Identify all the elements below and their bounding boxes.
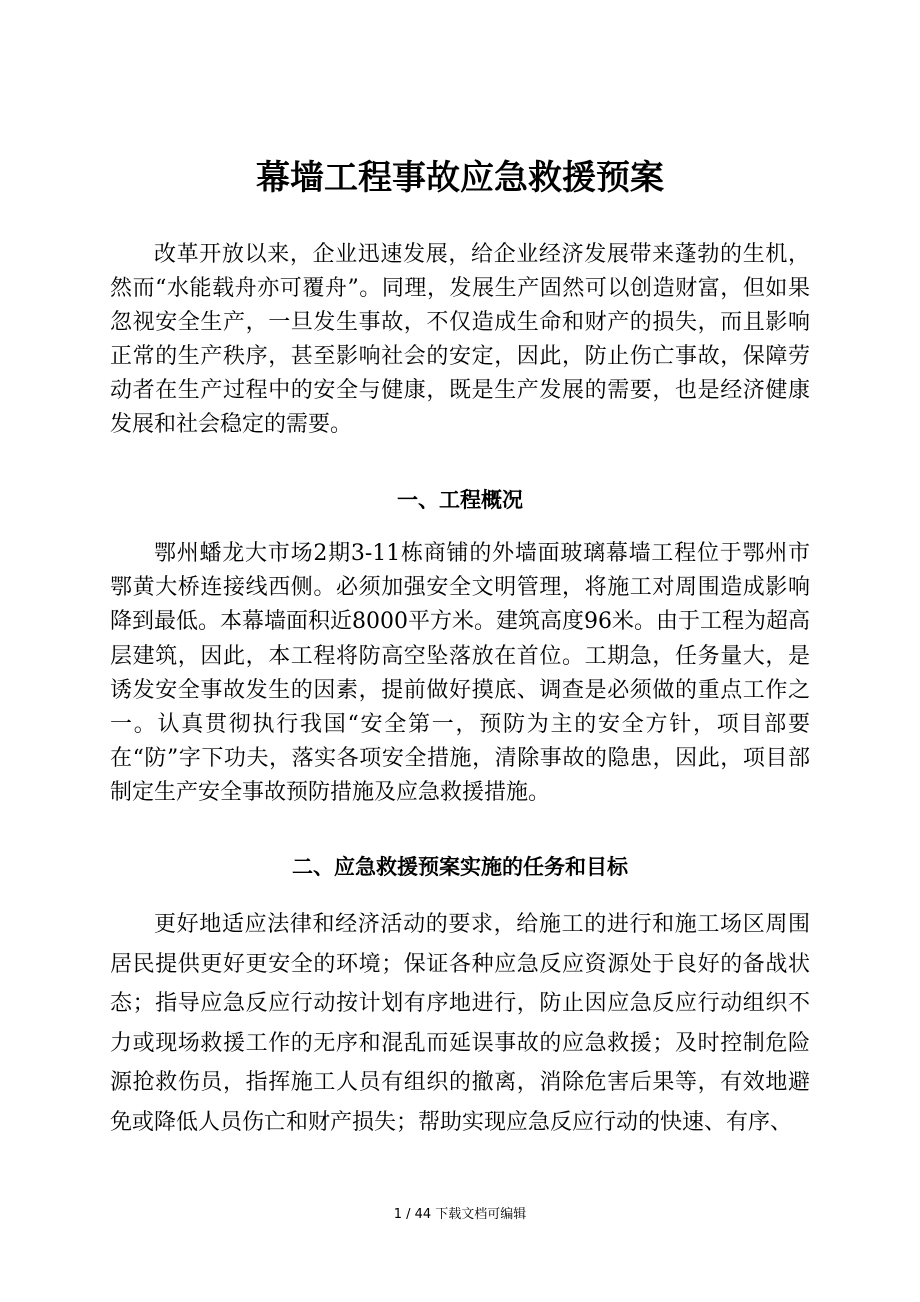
section-heading-tasks-goals: 二、应急救援预案实施的任务和目标: [292, 855, 628, 879]
section-body-overview: 鄂州蟠龙大市场2期3-11栋商铺的外墙面玻璃幕墙工程位于鄂州市鄂黄大桥连接线西侧。必须加强安全文明管理，将施工对周围造成影响降到最低。本幕墙面积近8000平方米。建筑高度96米。由于工程为超高层建筑，因此，本工程将防高空坠落放在首位。工期急，任务量大，是诱发安全事故发生的因素，提前做好摸底、调查是必须做的重点工作之一。认真贯彻执行我国“安全第一，预防为主的安全方针，项目部要在“防”字下功夫，落实各项安全措施，清除事故的隐患，因此，项目部制定生产安全事故预防措施及应急救援措施。: [110, 541, 810, 806]
section-body-tasks-goals: 更好地适应法律和经济活动的要求，给施工的进行和施工场区周围居民提供更好更安全的环境；保证各种应急反应资源处于良好的备战状态；指导应急反应行动按计划有序地进行，防止因应急反应行动组织不力或现场救援工作的无序和混乱而延误事故的应急救援；及时控制危险源抢救伤员，指挥施工人员有组织的撤离，消除危害后果等，有效地避免或降低人员伤亡和财产损失；帮助实现应急反应行动的快速、有序、: [110, 912, 810, 1135]
intro-paragraph: 改革开放以来，企业迅速发展，给企业经济发展带来蓬勃的生机，然而“水能载舟亦可覆舟”。同理，发展生产固然可以创造财富，但如果忽视安全生产，一旦发生事故，不仅造成生命和财产的损失，而且影响正常的生产秩序，甚至影响社会的安定，因此，防止伤亡事故，保障劳动者在生产过程中的安全与健康，既是生产发展的需要，也是经济健康发展和社会稳定的需要。: [110, 242, 810, 437]
document-title: 幕墙工程事故应急救援预案: [256, 158, 664, 198]
page-footer: 1 / 44 下载文档可编辑: [393, 1207, 527, 1222]
section-heading-overview: 一、工程概况: [397, 488, 523, 512]
